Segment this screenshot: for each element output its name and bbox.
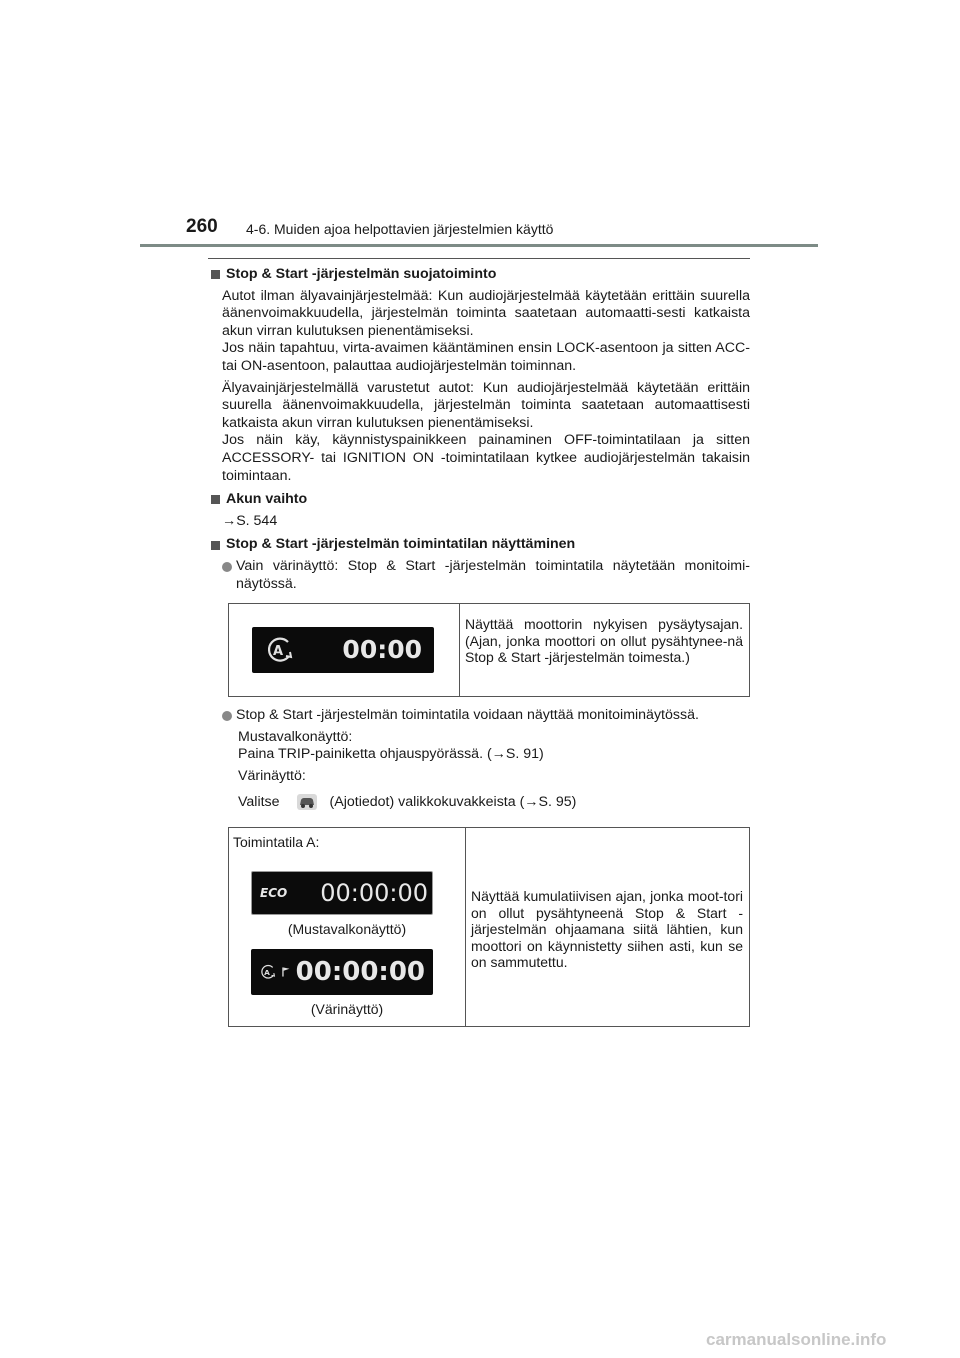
color-display: [251, 949, 433, 995]
mode-label: Toimintatila A:: [233, 834, 320, 851]
mono-instruction: Paina TRIP-painiketta ohjauspyörässä. (→S. 91): [238, 746, 544, 763]
page-content: [208, 266, 750, 1027]
image-cell: [229, 604, 460, 697]
section-heading-display: Stop & Start -järjestelmän toimintatilan näyttäminen: [208, 536, 750, 554]
color-label: Värinäyttö:: [238, 767, 306, 784]
watermark: carmanualsonline.info: [706, 1330, 887, 1349]
mono-display: [251, 871, 433, 915]
auto-stop-icon: [264, 636, 296, 664]
color-instruction: Valitse (Ajotiedot) valikkokuvakkeista (→S. 95): [238, 793, 577, 810]
page-number: 260: [186, 216, 218, 237]
color-time-value: 00:00:00: [295, 957, 425, 988]
mono-label: Mustavalkonäyttö:: [238, 728, 353, 745]
page-reference[interactable]: →S. 544: [222, 512, 278, 529]
stop-time-value: 00:00: [342, 634, 422, 664]
section-heading-battery: Akun vaihto: [208, 491, 750, 509]
image-cell: [229, 828, 466, 1027]
paragraph: Älyavainjärjestelmällä varustetut autot: Kun audiojärjestelmää käytetään erittäin suurella äänenvoimakkuudella, järjestelmän toiminta saatetaan automaattisesti katkaista akun virran kulutuksen pienentämiseksi. Jos näin käy, käynnistyspainikkeen painaminen OFF-toimintatilaan ja sitten ACCESSORY- tai IGNITION ON -toimintatilaan kytkee audiojärjestelmän takaisin toimintaan.: [222, 379, 750, 484]
stop-time-table: [228, 603, 750, 697]
color-caption: (Värinäyttö): [310, 1001, 384, 1018]
eco-label: ECO: [260, 885, 288, 900]
square-bullet-icon: [211, 541, 220, 550]
paragraph: Autot ilman älyavainjärjestelmää: Kun audiojärjestelmää käytetään erittäin suurella äänenvoimakkuudella, järjestelmän toiminta saatetaan automaatti-sesti katkaista akun virran kulutuksen pienentämiseksi. Jos näin tapahtuu, virta-avaimen kääntäminen ensin LOCK-asentoon ja sitten ACC- tai ON-asentoon, palauttaa audiojärjestelmän toiminnan.: [222, 287, 750, 374]
mono-caption: (Mustavalkonäyttö): [287, 920, 407, 937]
flag-icon: [281, 963, 291, 981]
round-bullet-icon: [222, 562, 232, 572]
square-bullet-icon: [211, 270, 220, 279]
description-cell: Näyttää kumulatiivisen ajan, jonka moot-tori on ollut pysähtyneenä Stop & Start -järjestelmän ohjaamana siitä lähtien, kun moottori on käynnistetty siihen asti, kun se on sammutettu.: [466, 828, 750, 1027]
description-cell: Näyttää moottorin nykyisen pysäytysajan. (Ajan, jonka moottori on ollut pysähtynee-nä Stop & Start -järjestelmän toimesta.): [460, 604, 750, 697]
svg-text:A: A: [264, 968, 270, 978]
chapter-title: 4-6. Muiden ajoa helpottavien järjestelmien käyttö: [246, 221, 554, 237]
square-bullet-icon: [211, 495, 220, 504]
bullet-item: Stop & Start -järjestelmän toimintatila voidaan näyttää monitoiminäytössä.: [208, 707, 750, 725]
header-rule: [140, 244, 818, 247]
stop-time-display: [252, 627, 434, 673]
auto-stop-icon: [259, 960, 277, 984]
car-info-icon: [296, 793, 318, 811]
mode-a-table: [228, 827, 750, 1027]
mono-time-value: 00:00:00: [320, 878, 428, 907]
svg-text:A: A: [272, 644, 284, 660]
bullet-item: Vain värinäyttö: Stop & Start -järjestelmän toimintatila näytetään monitoimi-näytössä.: [208, 558, 750, 593]
round-bullet-icon: [222, 711, 232, 721]
section-heading-protect: Stop & Start -järjestelmän suojatoiminto: [208, 266, 750, 284]
section-rule: [208, 258, 750, 259]
